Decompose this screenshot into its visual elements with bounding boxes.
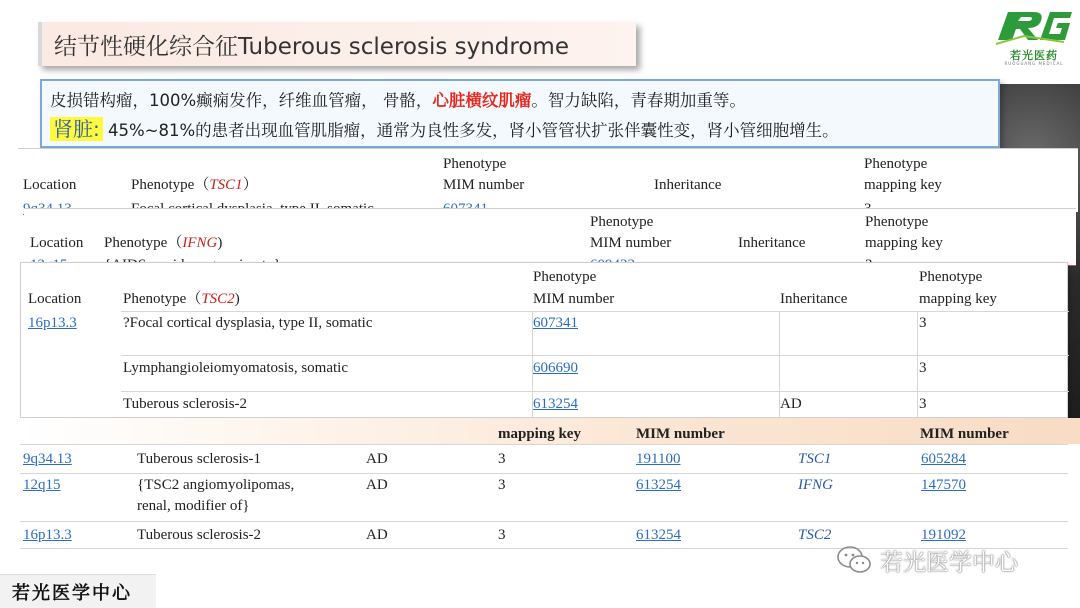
slide-title-text: 结节性硬化综合征Tuberous sclerosis syndrome <box>54 33 569 60</box>
header-location: Location <box>28 291 82 307</box>
header-mim-line2: MIM number <box>533 291 615 307</box>
gene-name-tsc2: TSC2 <box>201 291 235 307</box>
wechat-watermark <box>836 540 1018 580</box>
highlight-cardiac-rhabdomyoma: 心脏横纹肌瘤 <box>432 91 532 110</box>
header-phenotype: Phenotype（IFNG) <box>104 235 223 251</box>
header-mapping-key: mapping key <box>498 426 581 442</box>
inheritance-cell: AD <box>780 396 802 412</box>
row-divider <box>121 355 1069 356</box>
inheritance-cell: AD <box>366 477 388 493</box>
header-mim-line1: Phenotype <box>533 269 597 285</box>
header-mim-number: MIM number <box>636 426 725 442</box>
row-divider <box>121 391 1069 392</box>
kidney-text: 45%~81%的患者出现血管肌脂瘤，通常为良性多发，肾小管管状扩张伴囊性变，肾小管细胞增生。 <box>102 121 839 140</box>
location-link[interactable]: 9q34.13 <box>23 451 72 467</box>
gene-symbol: TSC1 <box>798 451 832 467</box>
header-mim-line1: Phenotype <box>443 156 507 172</box>
key-cell: 3 <box>498 527 506 543</box>
header-phenotype: Phenotype（TSC2) <box>123 291 240 307</box>
logo-chinese-name: 若光医药 <box>1010 49 1058 62</box>
gene-mim-link[interactable]: 147570 <box>921 477 966 493</box>
footer-brand-text: 若光医学中心 <box>12 582 132 604</box>
mim-link[interactable]: 607341 <box>533 315 578 331</box>
row-divider <box>20 473 1068 474</box>
row-divider <box>121 311 1069 312</box>
row-divider <box>20 521 1068 522</box>
header-key-line2: mapping key <box>864 177 942 193</box>
phenotype-cell: ?Focal cortical dysplasia, type II, somatic <box>123 315 373 331</box>
location-link[interactable]: 12q15 <box>23 477 61 493</box>
location-link[interactable]: 16p13.3 <box>28 315 77 331</box>
phenotype-cell-line2: renal, modifier of} <box>137 498 250 514</box>
watermark-text: 若光医学中心 <box>880 549 1018 576</box>
summary-line-2 <box>50 115 988 145</box>
key-cell: 3 <box>498 477 506 493</box>
footer-brand-label <box>0 574 156 608</box>
header-inheritance: Inheritance <box>654 177 722 193</box>
kidney-label: 肾脏: <box>50 117 103 141</box>
phenotype-cell: Tuberous sclerosis-1 <box>137 451 262 467</box>
header-inheritance: Inheritance <box>780 291 848 307</box>
gene-name-ifng: IFNG <box>182 235 218 251</box>
omim-table-tsc2 <box>20 262 1068 418</box>
omim-table-tsc1 <box>18 148 1078 212</box>
phenotype-cell: Tuberous sclerosis-2 <box>123 396 248 412</box>
header-key-line1: Phenotype <box>864 156 928 172</box>
inheritance-cell: AD <box>366 527 388 543</box>
mim-link[interactable]: 613254 <box>533 396 578 412</box>
location-link[interactable]: 16p13.3 <box>23 527 72 543</box>
gene-symbol: IFNG <box>798 477 833 493</box>
summary-box <box>40 79 1000 148</box>
phenotype-cell: {TSC2 angiomyolipomas, <box>137 477 295 493</box>
phenotype-cell: Lymphangioleiomyomatosis, somatic <box>123 360 348 376</box>
summary-table-header <box>20 418 1080 444</box>
header-mim-line2: MIM number <box>443 177 525 193</box>
header-mim-line1: Phenotype <box>590 214 654 230</box>
rg-logo-icon <box>994 6 1074 46</box>
inheritance-cell: AD <box>366 451 388 467</box>
phenotype-cell: Tuberous sclerosis-2 <box>137 527 262 543</box>
mim-link[interactable]: 191100 <box>636 451 681 467</box>
header-inheritance: Inheritance <box>738 235 806 251</box>
header-mim-line2: MIM number <box>590 235 672 251</box>
gene-mim-link[interactable]: 605284 <box>921 451 966 467</box>
header-gene-mim: MIM number <box>920 426 1009 442</box>
header-location: Location <box>30 235 84 251</box>
header-phenotype: Phenotype（TSC1） <box>131 177 258 193</box>
key-cell: 3 <box>498 451 506 467</box>
slide-title <box>38 22 636 66</box>
mim-link[interactable]: 613254 <box>636 477 681 493</box>
logo-english-name: RUOGUANG MEDICAL <box>1004 61 1064 66</box>
column-divider <box>917 311 918 417</box>
summary-line-1 <box>50 87 988 115</box>
summary-text-end: 。智力缺陷，青春期加重等。 <box>531 91 746 110</box>
gene-name-tsc1: TSC1 <box>209 177 243 193</box>
summary-text: 皮损错构瘤，100%癫痫发作，纤维血管瘤， 骨骼， <box>50 91 433 110</box>
company-logo <box>992 6 1076 66</box>
wechat-icon <box>836 545 872 575</box>
key-cell: 3 <box>919 360 927 376</box>
header-key-line1: Phenotype <box>919 269 983 285</box>
header-key-line1: Phenotype <box>865 214 929 230</box>
key-cell: 3 <box>919 396 927 412</box>
mim-link[interactable]: 613254 <box>636 527 681 543</box>
header-key-line2: mapping key <box>919 291 997 307</box>
gene-mim-link[interactable]: 191092 <box>921 527 966 543</box>
header-location: Location <box>23 177 77 193</box>
omim-table-ifng <box>24 208 1076 266</box>
key-cell: 3 <box>919 315 927 331</box>
gene-symbol: TSC2 <box>798 527 832 543</box>
mim-link[interactable]: 606690 <box>533 360 578 376</box>
header-key-line2: mapping key <box>865 235 943 251</box>
